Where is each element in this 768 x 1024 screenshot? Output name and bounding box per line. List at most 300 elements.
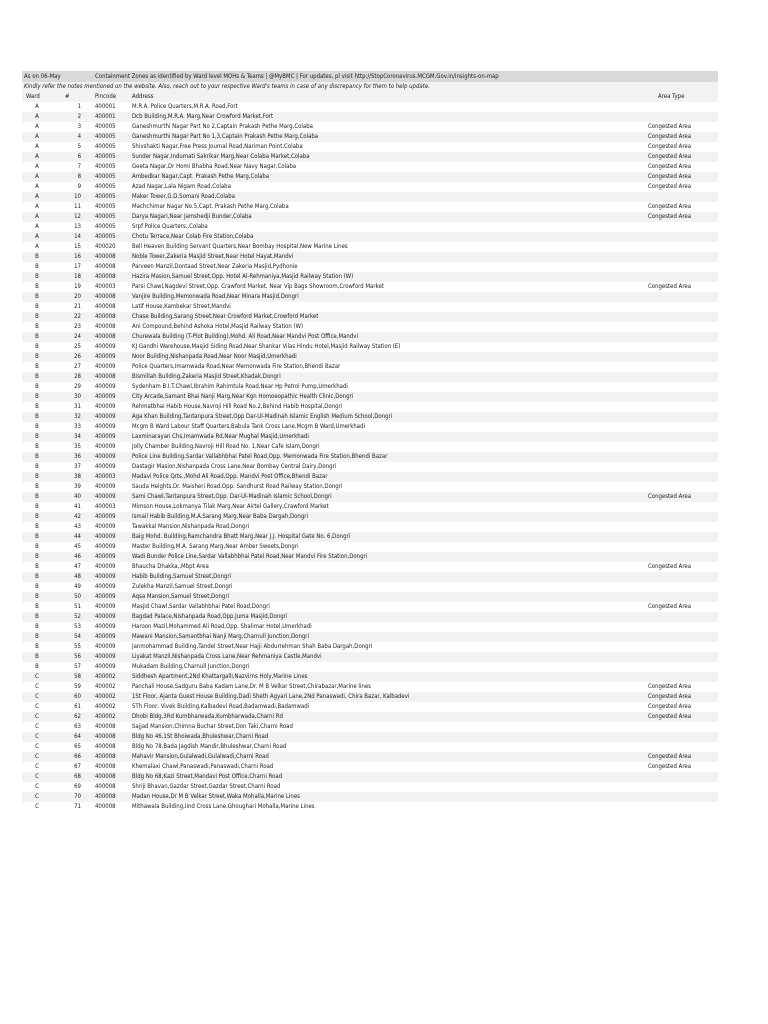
cell-number: 39 <box>74 483 81 490</box>
table-row <box>22 152 718 162</box>
table-row <box>22 462 718 472</box>
cell-number: 49 <box>74 583 81 590</box>
cell-ward: B <box>35 553 39 560</box>
table-row <box>22 322 718 332</box>
cell-ward: B <box>35 643 39 650</box>
cell-pincode: 400005 <box>95 123 116 130</box>
cell-pincode: 400003 <box>95 283 116 290</box>
cell-ward: B <box>35 563 39 570</box>
cell-number: 46 <box>74 553 81 560</box>
cell-pincode: 400009 <box>95 393 116 400</box>
table-row <box>22 262 718 272</box>
cell-ward: B <box>35 483 39 490</box>
cell-address: Baig Mohd. Building,Ramchandra Bhatt Marg,Near J.J. Hospital Gate No. 6,Dongri <box>132 533 351 540</box>
sheet-banner <box>22 71 718 82</box>
cell-address: Ganeshmurthi Nagar Part No 2,Captain Prakash Pethe Marg,Colaba <box>132 123 313 130</box>
cell-address: Bell Heaven Building Servant Quarters,Near Bombay Hospital,New Marine Lines <box>132 243 348 250</box>
table-row <box>22 722 718 732</box>
cell-ward: C <box>35 773 39 780</box>
cell-pincode: 400009 <box>95 433 116 440</box>
cell-pincode: 400008 <box>95 313 116 320</box>
cell-address: Ambedkar Nagar,Capt. Prakash Pethe Marg,Colaba <box>132 173 270 180</box>
cell-address: Ganeshmurthi Nagar Part No 1,3,Captain Prakash Pethe Marg,Colaba <box>132 133 319 140</box>
table-row <box>22 362 718 372</box>
cell-number: 18 <box>74 273 81 280</box>
table-row <box>22 382 718 392</box>
cell-ward: C <box>35 743 39 750</box>
cell-pincode: 400001 <box>95 113 116 120</box>
discrepancy-note: Kindly refer the notes mentioned on the website. Also, reach out to your respective Ward's teams in case of any discrepancy for them to help update. <box>22 82 718 92</box>
table-row <box>22 112 718 122</box>
cell-address: Machchimar Nagar No.5,Capt. Prakash Pethe Marg,Colaba <box>132 203 289 210</box>
table-row <box>22 282 718 292</box>
table-row <box>22 632 718 642</box>
cell-pincode: 400009 <box>95 593 116 600</box>
cell-ward: B <box>35 453 39 460</box>
cell-number: 42 <box>74 513 81 520</box>
cell-number: 4 <box>77 133 81 140</box>
cell-pincode: 400009 <box>95 543 116 550</box>
cell-ward: B <box>35 303 39 310</box>
cell-ward: B <box>35 293 39 300</box>
cell-pincode: 400009 <box>95 623 116 630</box>
cell-number: 9 <box>77 183 81 190</box>
cell-ward: B <box>35 343 39 350</box>
cell-ward: B <box>35 473 39 480</box>
cell-ward: C <box>35 683 39 690</box>
table-row <box>22 412 718 422</box>
cell-address: Ani Compound,Behind Ashoka Hotel,Masjid Railway Station (W) <box>132 323 304 330</box>
cell-pincode: 400009 <box>95 383 116 390</box>
cell-pincode: 400002 <box>95 693 116 700</box>
cell-ward: A <box>35 133 39 140</box>
cell-number: 24 <box>74 333 81 340</box>
table-row <box>22 802 718 812</box>
cell-pincode: 400002 <box>95 713 116 720</box>
cell-pincode: 400009 <box>95 553 116 560</box>
cell-pincode: 400008 <box>95 293 116 300</box>
cell-ward: A <box>35 193 39 200</box>
table-row <box>22 582 718 592</box>
cell-number: 35 <box>74 443 81 450</box>
cell-address: Darya Nagari,Near Jamshedji Bunder,Colaba <box>132 213 252 220</box>
cell-pincode: 400005 <box>95 183 116 190</box>
table-row <box>22 502 718 512</box>
cell-address: Azad Nagar,Lala Nigam Road,Colaba <box>132 183 231 190</box>
table-row <box>22 402 718 412</box>
table-row <box>22 482 718 492</box>
table-row <box>22 172 718 182</box>
table-row <box>22 392 718 402</box>
as-on-date: As on 06-May <box>24 73 61 80</box>
cell-address: Jolly Chamber Building,Navroji Hill Road No. 1,Near Cafe Islam,Dongri <box>132 443 320 450</box>
cell-ward: B <box>35 363 39 370</box>
table-row <box>22 432 718 442</box>
cell-number: 31 <box>74 403 81 410</box>
cell-address: Bldg No 68,Kazi Street,Mandavi Post Office,Charni Road <box>132 773 283 780</box>
cell-address: Chase Building,Sarang Street,Near Crowford Market,Crowford Market <box>132 313 319 320</box>
table-row <box>22 602 718 612</box>
cell-ward: B <box>35 313 39 320</box>
cell-number: 1 <box>77 103 81 110</box>
cell-number: 34 <box>74 433 81 440</box>
cell-number: 61 <box>74 703 81 710</box>
cell-pincode: 400008 <box>95 333 116 340</box>
cell-ward: B <box>35 663 39 670</box>
cell-address: KJ Gandhi Warehouse,Masjid Siding Road,Near Shankar Vilas Hindu Hotel,Masjid Railway Station (E) <box>132 343 401 350</box>
cell-area-type: Congested Area <box>648 153 692 160</box>
cell-ward: C <box>35 733 39 740</box>
cell-area-type: Congested Area <box>648 163 692 170</box>
cell-address: Bismillah Building,Zakeria Masjid Street,Khadak,Dongri <box>132 373 281 380</box>
cell-pincode: 400008 <box>95 263 116 270</box>
cell-pincode: 400008 <box>95 743 116 750</box>
cell-address: Zulekha Manzil,Samuel Street,Dongri <box>132 583 233 590</box>
table-row <box>22 772 718 782</box>
table-row <box>22 542 718 552</box>
cell-address: Noble Tower,Zakeria Masjid Street,Near Hotel Hayat,Mandvi <box>132 253 294 260</box>
cell-pincode: 400008 <box>95 793 116 800</box>
containment-zones-sheet <box>22 71 718 812</box>
cell-number: 56 <box>74 653 81 660</box>
cell-number: 25 <box>74 343 81 350</box>
cell-ward: B <box>35 383 39 390</box>
cell-address: Bldg No 46,1St Bhoiwada,Bhuleshwar,Charni Road <box>132 733 269 740</box>
cell-ward: A <box>35 163 39 170</box>
cell-number: 59 <box>74 683 81 690</box>
cell-pincode: 400002 <box>95 683 116 690</box>
cell-number: 71 <box>74 803 81 810</box>
cell-number: 40 <box>74 493 81 500</box>
cell-ward: A <box>35 243 39 250</box>
cell-address: Khemalaxi Chawl,Panaswadi,Panaswadi,Charni Road <box>132 763 274 770</box>
cell-pincode: 400009 <box>95 563 116 570</box>
cell-ward: B <box>35 433 39 440</box>
cell-number: 17 <box>74 263 81 270</box>
cell-pincode: 400009 <box>95 513 116 520</box>
table-row <box>22 512 718 522</box>
cell-number: 57 <box>74 663 81 670</box>
table-row <box>22 572 718 582</box>
header-area-type: Area Type <box>658 93 685 100</box>
table-header-row <box>22 92 718 102</box>
cell-ward: C <box>35 803 39 810</box>
cell-address: Mimson House,Lokmanya Tilak Marg,Near Airtel Gallery,Crawford Market <box>132 503 329 510</box>
cell-pincode: 400008 <box>95 783 116 790</box>
cell-address: Noor Building,Nishanpada Road,Near Noor Masjid,Umerkhadi <box>132 353 297 360</box>
cell-ward: A <box>35 233 39 240</box>
cell-number: 41 <box>74 503 81 510</box>
cell-pincode: 400005 <box>95 233 116 240</box>
cell-ward: B <box>35 503 39 510</box>
table-row <box>22 352 718 362</box>
cell-address: Srpf Police Quarters,,Colaba <box>132 223 208 230</box>
cell-ward: B <box>35 633 39 640</box>
table-row <box>22 272 718 282</box>
cell-area-type: Congested Area <box>648 493 692 500</box>
cell-address: Sajjad Mansion,Chimna Buchar Street,Don Taki,Charni Road <box>132 723 293 730</box>
cell-area-type: Congested Area <box>648 713 692 720</box>
table-row <box>22 242 718 252</box>
cell-number: 47 <box>74 563 81 570</box>
cell-address: Shivshakti Nagar,Free Press Journal Road,Nariman Point,Colaba <box>132 143 303 150</box>
table-row <box>22 252 718 262</box>
cell-pincode: 400009 <box>95 643 116 650</box>
cell-ward: A <box>35 123 39 130</box>
cell-area-type: Congested Area <box>648 183 692 190</box>
cell-ward: C <box>35 713 39 720</box>
cell-address: Masjid Chawl,Sardar Vallabhbhai Patel Road,Dongri <box>132 603 270 610</box>
cell-number: 36 <box>74 453 81 460</box>
table-row <box>22 192 718 202</box>
cell-number: 23 <box>74 323 81 330</box>
cell-pincode: 400005 <box>95 223 116 230</box>
cell-area-type: Congested Area <box>648 133 692 140</box>
cell-pincode: 400005 <box>95 133 116 140</box>
cell-address: Bldg No 78,Bada Jagdish Mandir,Bhuleshwar,Charni Road <box>132 743 287 750</box>
table-row <box>22 162 718 172</box>
cell-area-type: Congested Area <box>648 203 692 210</box>
cell-address: Latif House,Kambekar Street,Mandvi <box>132 303 231 310</box>
table-row <box>22 732 718 742</box>
header-number: # <box>65 93 70 100</box>
cell-ward: B <box>35 523 39 530</box>
cell-address: Janmohammad Building,Tandel Street,Near Hajji Abdurrehman Shah Baba Dargah,Dongri <box>132 643 373 650</box>
cell-pincode: 400008 <box>95 323 116 330</box>
cell-number: 27 <box>74 363 81 370</box>
cell-address: Master Building,M.A. Sarang Marg,Near Amber Sweets,Dongri <box>132 543 299 550</box>
cell-address: Haroon Mazil,Mohammed Ali Road,Opp. Shalimar Hotel,Umerkhadi <box>132 623 312 630</box>
table-row <box>22 492 718 502</box>
cell-address: Wadi Bunder Police Line,Sardar Vallabhbhai Patel Road,Near Mandvi Fire Station,Dongri <box>132 553 368 560</box>
cell-number: 13 <box>74 223 81 230</box>
cell-number: 2 <box>77 113 81 120</box>
cell-address: City Arcade,Samant Bhai Nanji Marg,Near Kgn Homoeopathic Health Clinic,Dongri <box>132 393 354 400</box>
cell-pincode: 400009 <box>95 633 116 640</box>
cell-area-type: Congested Area <box>648 603 692 610</box>
table-row <box>22 372 718 382</box>
cell-pincode: 400009 <box>95 583 116 590</box>
cell-ward: B <box>35 603 39 610</box>
table-row <box>22 592 718 602</box>
cell-ward: A <box>35 153 39 160</box>
cell-pincode: 400009 <box>95 353 116 360</box>
cell-pincode: 400009 <box>95 573 116 580</box>
cell-address: Sydenham B.I.T.Chawl,Ibrahim Rahimtula Road,Near Hp Petrol Pump,Umerkhadi <box>132 383 348 390</box>
cell-number: 53 <box>74 623 81 630</box>
cell-number: 16 <box>74 253 81 260</box>
cell-ward: A <box>35 213 39 220</box>
table-row <box>22 472 718 482</box>
cell-ward: B <box>35 493 39 500</box>
cell-number: 26 <box>74 353 81 360</box>
cell-number: 10 <box>74 193 81 200</box>
header-pincode: Pincode <box>95 93 117 100</box>
cell-number: 45 <box>74 543 81 550</box>
cell-number: 11 <box>74 203 81 210</box>
cell-ward: B <box>35 463 39 470</box>
table-row <box>22 552 718 562</box>
cell-ward: B <box>35 533 39 540</box>
cell-pincode: 400008 <box>95 723 116 730</box>
cell-ward: B <box>35 613 39 620</box>
cell-ward: A <box>35 203 39 210</box>
cell-address: Dcb Building,M.R.A. Marg,Near Crowford Market,Fort <box>132 113 274 120</box>
cell-address: Mahavir Mansion,Gulalwadi,Gulalwadi,Charni Road <box>132 753 269 760</box>
cell-number: 20 <box>74 293 81 300</box>
cell-number: 28 <box>74 373 81 380</box>
cell-address: Laxminarayan Chs,Imamwada Rd,Near Mughal Masjid,Umerkhadi <box>132 433 309 440</box>
table-row <box>22 182 718 192</box>
cell-number: 70 <box>74 793 81 800</box>
cell-area-type: Congested Area <box>648 683 692 690</box>
cell-ward: B <box>35 543 39 550</box>
table-row <box>22 752 718 762</box>
cell-address: Dhobi Bldg,3Rd Kumbharwada,Kumbharwada,Charni Rd <box>132 713 283 720</box>
cell-pincode: 400009 <box>95 413 116 420</box>
cell-pincode: 400009 <box>95 463 116 470</box>
cell-address: Parsi Chawl,Nagdevi Street,Opp. Crawford Market, Near Vip Bags Showroom,Crowford Market <box>132 283 384 290</box>
table-row <box>22 562 718 572</box>
cell-address: Sunder Nagar,Indumati Sakrikar Marg,Near Colaba Market,Colaba <box>132 153 310 160</box>
cell-ward: B <box>35 373 39 380</box>
cell-area-type: Congested Area <box>648 703 692 710</box>
cell-number: 12 <box>74 213 81 220</box>
cell-address: Parveen Manzil,Dontaad Street,Near Zakeria Masjid,Pydhonie <box>132 263 298 270</box>
table-row <box>22 742 718 752</box>
cell-number: 44 <box>74 533 81 540</box>
table-row <box>22 332 718 342</box>
cell-number: 63 <box>74 723 81 730</box>
cell-ward: A <box>35 223 39 230</box>
cell-pincode: 400005 <box>95 153 116 160</box>
cell-pincode: 400009 <box>95 483 116 490</box>
cell-number: 3 <box>77 123 81 130</box>
cell-address: Police Line Building,Sardar Vallabhbhai Patel Road,Opp. Memonwada Fire Station,Bhendi Bazar <box>132 453 388 460</box>
cell-number: 50 <box>74 593 81 600</box>
cell-address: Mcgm B Ward Labour Staff Quarters,Babula Tank Cross Lane,Mcgm B Ward,Umerkhadi <box>132 423 366 430</box>
cell-ward: C <box>35 783 39 790</box>
cell-pincode: 400008 <box>95 803 116 810</box>
cell-pincode: 400009 <box>95 493 116 500</box>
cell-ward: B <box>35 573 39 580</box>
cell-address: Siddhesh Apartment,2Nd Khattargalli,Nazvirns Holy,Marine Lines <box>132 673 308 680</box>
cell-pincode: 400008 <box>95 253 116 260</box>
cell-number: 14 <box>74 233 81 240</box>
cell-address: M.R.A. Police Quarters,M.R.A. Road,Fort <box>132 103 238 110</box>
table-row <box>22 762 718 772</box>
cell-ward: B <box>35 273 39 280</box>
cell-number: 22 <box>74 313 81 320</box>
table-row <box>22 792 718 802</box>
cell-address: 1St Floor, Ajanta Guest House Building,Dadi Sheth Agyari Lane,2Nd Panaswadi, Chira Bazar, Kalbadevi <box>132 693 410 700</box>
cell-ward: B <box>35 263 39 270</box>
table-row <box>22 522 718 532</box>
cell-pincode: 400009 <box>95 613 116 620</box>
cell-pincode: 400005 <box>95 193 116 200</box>
cell-number: 7 <box>77 163 81 170</box>
cell-ward: C <box>35 793 39 800</box>
cell-area-type: Congested Area <box>648 143 692 150</box>
cell-address: Bhaucha Dhakka,,Mbpt Area <box>132 563 209 570</box>
cell-address: Chotu Terrace,Near Colab Fire Station,Colaba <box>132 233 254 240</box>
cell-number: 62 <box>74 713 81 720</box>
table-row <box>22 202 718 212</box>
table-row <box>22 712 718 722</box>
cell-pincode: 400008 <box>95 273 116 280</box>
cell-ward: A <box>35 103 39 110</box>
table-row <box>22 142 718 152</box>
cell-number: 58 <box>74 673 81 680</box>
cell-address: Madan House,Dr M B Velkar Street,Waka Mohalla,Marine Lines <box>132 793 300 800</box>
table-row <box>22 342 718 352</box>
cell-pincode: 400009 <box>95 403 116 410</box>
cell-pincode: 400009 <box>95 443 116 450</box>
cell-address: Aga Khan Building,Tantanpura Street,Opp Dar-Ul-Madinah Islamic English Medium School,Dongri <box>132 413 393 420</box>
cell-pincode: 400005 <box>95 143 116 150</box>
cell-pincode: 400002 <box>95 673 116 680</box>
cell-ward: A <box>35 113 39 120</box>
cell-pincode: 400009 <box>95 533 116 540</box>
cell-address: Tawakkal Mansion,Nishanpada Road,Dongri <box>132 523 250 530</box>
cell-ward: B <box>35 253 39 260</box>
cell-number: 67 <box>74 763 81 770</box>
cell-area-type: Congested Area <box>648 213 692 220</box>
cell-pincode: 400009 <box>95 653 116 660</box>
cell-area-type: Congested Area <box>648 123 692 130</box>
cell-address: Ismail Habib Building,M.A.Sarang Marg,Near Baba Dargah,Dongri <box>132 513 308 520</box>
cell-ward: B <box>35 443 39 450</box>
cell-address: Liyakat Manzil,Nishanpada Cross Lane,Near Rehmaniya Castle,Mandvi <box>132 653 322 660</box>
cell-pincode: 400008 <box>95 373 116 380</box>
cell-ward: B <box>35 653 39 660</box>
table-row <box>22 312 718 322</box>
cell-area-type: Congested Area <box>648 563 692 570</box>
cell-ward: B <box>35 353 39 360</box>
table-row <box>22 532 718 542</box>
cell-ward: C <box>35 753 39 760</box>
cell-address: Mawani Mansion,Samantbhai Nanji Marg,Charnull Junction,Dongri <box>132 633 310 640</box>
cell-ward: B <box>35 403 39 410</box>
cell-pincode: 400005 <box>95 203 116 210</box>
cell-ward: C <box>35 673 39 680</box>
cell-address: Aqsa Mansion,Samuel Street,Dongri <box>132 593 230 600</box>
table-row <box>22 442 718 452</box>
cell-number: 68 <box>74 773 81 780</box>
cell-ward: C <box>35 723 39 730</box>
cell-address: Bagdad Palace,Nishanpada Road,Opp.Juma Masjid,Dongri <box>132 613 288 620</box>
table-row <box>22 232 718 242</box>
table-row <box>22 672 718 682</box>
cell-number: 54 <box>74 633 81 640</box>
cell-pincode: 400008 <box>95 773 116 780</box>
cell-ward: B <box>35 413 39 420</box>
table-row <box>22 662 718 672</box>
cell-number: 38 <box>74 473 81 480</box>
cell-pincode: 400020 <box>95 243 116 250</box>
cell-number: 65 <box>74 743 81 750</box>
cell-pincode: 400009 <box>95 663 116 670</box>
cell-ward: B <box>35 323 39 330</box>
cell-pincode: 400008 <box>95 303 116 310</box>
cell-pincode: 400008 <box>95 733 116 740</box>
cell-ward: B <box>35 583 39 590</box>
table-row <box>22 302 718 312</box>
table-row <box>22 102 718 112</box>
cell-number: 51 <box>74 603 81 610</box>
table-row <box>22 782 718 792</box>
cell-address: Churewala Building (T-Plot Building),Mohd. Ali Road,Near Mandvi Post Office,Mandvi <box>132 333 358 340</box>
